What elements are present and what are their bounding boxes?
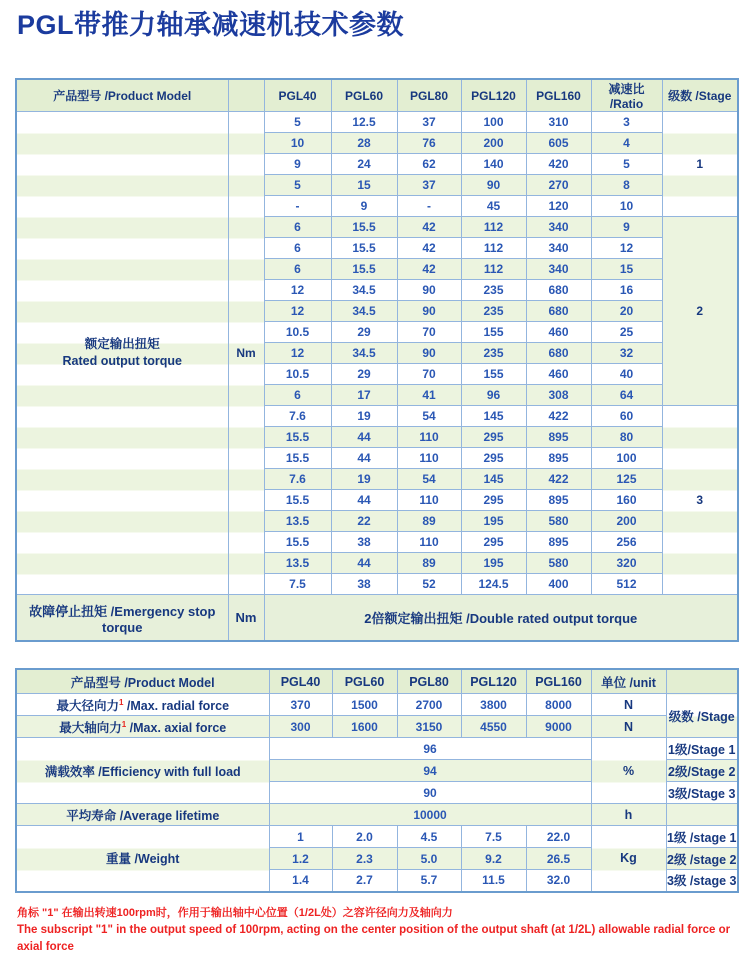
torque-value-cell: 12 [264, 343, 331, 364]
weight-value: 2.0 [332, 826, 397, 848]
axial-value: 4550 [461, 716, 526, 738]
weight-stage-3: 3级 /stage 3 [666, 870, 738, 892]
torque-value-cell: 22 [331, 511, 397, 532]
torque-value-cell: 29 [331, 322, 397, 343]
torque-value-cell: 34.5 [331, 301, 397, 322]
torque-value-cell: 140 [461, 154, 526, 175]
torque-value-cell: 19 [331, 469, 397, 490]
torque-value-cell: 12.5 [331, 112, 397, 133]
torque-value-cell: 120 [526, 196, 591, 217]
torque-value-cell: 422 [526, 406, 591, 427]
torque-value-cell: 7.6 [264, 406, 331, 427]
axial-value: 9000 [526, 716, 591, 738]
torque-value-cell: 112 [461, 259, 526, 280]
torque-value-cell: 112 [461, 238, 526, 259]
torque-value-cell: 124.5 [461, 574, 526, 595]
torque-value-cell: 7.5 [264, 574, 331, 595]
torque-value-cell: 13.5 [264, 511, 331, 532]
torque-value-cell: 155 [461, 322, 526, 343]
axial-force-label-cn: 最大轴向力 [59, 720, 122, 735]
torque-value-cell: 15 [331, 175, 397, 196]
torque-value-cell: 89 [397, 553, 461, 574]
torque-value-cell: 195 [461, 511, 526, 532]
ratio-value-cell: 16 [591, 280, 662, 301]
torque-value-cell: 460 [526, 364, 591, 385]
ratio-value-cell: 10 [591, 196, 662, 217]
torque-value-cell: 62 [397, 154, 461, 175]
torque-value-cell: 42 [397, 238, 461, 259]
stage-column-label: 级数 /Stage [666, 694, 738, 738]
efficiency-stage-2: 2级/Stage 2 [666, 760, 738, 782]
col-header-pgl40: PGL40 [264, 79, 331, 112]
torque-value-cell: 12 [264, 280, 331, 301]
ratio-value-cell: 20 [591, 301, 662, 322]
col2-header-pgl60: PGL60 [332, 669, 397, 694]
torque-value-cell: 28 [331, 133, 397, 154]
axial-value: 3150 [397, 716, 461, 738]
footnote-chinese: 角标 "1" 在输出转速100rpm时，作用于输出轴中心位置（1/2L处）之容许径向力及轴向力 [17, 906, 453, 919]
torque-value-cell: 44 [331, 427, 397, 448]
torque-value-cell: 29 [331, 364, 397, 385]
torque-value-cell: 41 [397, 385, 461, 406]
torque-value-cell: 6 [264, 259, 331, 280]
torque-value-cell: 460 [526, 322, 591, 343]
ratio-value-cell: 60 [591, 406, 662, 427]
ratio-header: 减速比 /Ratio [591, 79, 662, 112]
torque-value-cell: 42 [397, 259, 461, 280]
axial-unit: N [591, 716, 666, 738]
torque-table-body [16, 112, 738, 595]
torque-value-cell: - [264, 196, 331, 217]
torque-value-cell: 90 [461, 175, 526, 196]
stage-number-cell: 3 [662, 406, 738, 595]
torque-value-cell: 340 [526, 217, 591, 238]
torque-table-header-row [16, 79, 738, 112]
torque-data-row [16, 112, 738, 133]
ratio-value-cell: 64 [591, 385, 662, 406]
weight-stage-1: 1级 /stage 1 [666, 826, 738, 848]
torque-value-cell: 37 [397, 112, 461, 133]
torque-value-cell: 110 [397, 490, 461, 511]
ratio-value-cell: 25 [591, 322, 662, 343]
torque-value-cell: 680 [526, 343, 591, 364]
weight-label: 重量 /Weight [16, 826, 269, 892]
ratio-value-cell: 9 [591, 217, 662, 238]
col2-header-pgl120: PGL120 [461, 669, 526, 694]
torque-value-cell: 34.5 [331, 343, 397, 364]
weight-value: 2.7 [332, 870, 397, 892]
ratio-value-cell: 5 [591, 154, 662, 175]
torque-unit-cell: Nm [228, 112, 264, 595]
radial-force-label-cn: 最大径向力 [56, 698, 119, 713]
torque-value-cell: 235 [461, 280, 526, 301]
torque-value-cell: 96 [461, 385, 526, 406]
torque-value-cell: 42 [397, 217, 461, 238]
torque-value-cell: 195 [461, 553, 526, 574]
torque-value-cell: 145 [461, 469, 526, 490]
torque-value-cell: 12 [264, 301, 331, 322]
torque-value-cell: 7.6 [264, 469, 331, 490]
weight-value: 32.0 [526, 870, 591, 892]
torque-value-cell: 38 [331, 532, 397, 553]
ratio-value-cell: 100 [591, 448, 662, 469]
torque-value-cell: 110 [397, 448, 461, 469]
col-header-pgl60: PGL60 [331, 79, 397, 112]
ratio-value-cell: 40 [591, 364, 662, 385]
torque-value-cell: 15.5 [264, 427, 331, 448]
torque-value-cell: 605 [526, 133, 591, 154]
ratio-value-cell: 320 [591, 553, 662, 574]
weight-value: 11.5 [461, 870, 526, 892]
weight-value: 5.0 [397, 848, 461, 870]
product-model-header-2: 产品型号 /Product Model [16, 669, 269, 694]
emergency-stop-value: 2倍额定输出扭矩 /Double rated output torque [264, 595, 738, 642]
torque-value-cell: 70 [397, 364, 461, 385]
torque-value-cell: 895 [526, 532, 591, 553]
torque-value-cell: 110 [397, 532, 461, 553]
torque-value-cell: 52 [397, 574, 461, 595]
col-header-pgl80: PGL80 [397, 79, 461, 112]
weight-value: 1.2 [269, 848, 332, 870]
torque-value-cell: 15.5 [264, 532, 331, 553]
weight-row-1 [16, 826, 738, 848]
emergency-stop-label: 故障停止扭矩 /Emergency stop torque [16, 595, 228, 642]
emergency-stop-unit: Nm [228, 595, 264, 642]
torque-value-cell: 24 [331, 154, 397, 175]
ratio-value-cell: 160 [591, 490, 662, 511]
torque-value-cell: 340 [526, 259, 591, 280]
efficiency-label: 满载效率 /Efficiency with full load [16, 738, 269, 804]
stage-column-header-empty [666, 669, 738, 694]
ratio-value-cell: 512 [591, 574, 662, 595]
axial-value: 300 [269, 716, 332, 738]
torque-value-cell: 10.5 [264, 364, 331, 385]
torque-value-cell: 155 [461, 364, 526, 385]
stage-number-cell: 2 [662, 217, 738, 406]
torque-value-cell: 680 [526, 301, 591, 322]
radial-force-row [16, 694, 738, 716]
efficiency-value: 96 [269, 738, 591, 760]
lifetime-unit: h [591, 804, 666, 826]
col2-header-pgl40: PGL40 [269, 669, 332, 694]
torque-spec-table [15, 78, 739, 642]
torque-value-cell: 10.5 [264, 322, 331, 343]
radial-value: 370 [269, 694, 332, 716]
efficiency-row-1 [16, 738, 738, 760]
efficiency-stage-3: 3级/Stage 3 [666, 782, 738, 804]
torque-value-cell: 15.5 [331, 259, 397, 280]
torque-value-cell: 9 [264, 154, 331, 175]
torque-value-cell: 340 [526, 238, 591, 259]
torque-value-cell: 90 [397, 343, 461, 364]
weight-value: 7.5 [461, 826, 526, 848]
torque-value-cell: 6 [264, 217, 331, 238]
weight-stage-2: 2级 /stage 2 [666, 848, 738, 870]
ratio-value-cell: 32 [591, 343, 662, 364]
torque-value-cell: 5 [264, 112, 331, 133]
radial-force-superscript: 1 [118, 697, 124, 707]
torque-value-cell: 580 [526, 553, 591, 574]
axial-value: 1600 [332, 716, 397, 738]
torque-value-cell: 895 [526, 448, 591, 469]
torque-value-cell: 76 [397, 133, 461, 154]
torque-value-cell: 90 [397, 280, 461, 301]
torque-value-cell: 420 [526, 154, 591, 175]
torque-value-cell: 308 [526, 385, 591, 406]
torque-value-cell: 54 [397, 406, 461, 427]
efficiency-value: 94 [269, 760, 591, 782]
torque-value-cell: 44 [331, 490, 397, 511]
page-title: PGL带推力轴承减速机技术参数 [17, 10, 405, 40]
torque-value-cell: 15.5 [331, 217, 397, 238]
weight-value: 26.5 [526, 848, 591, 870]
radial-value: 8000 [526, 694, 591, 716]
lifetime-label: 平均寿命 /Average lifetime [16, 804, 269, 826]
footnote-english: The subscript "1" in the output speed of 100rpm, acting on the center position of the output shaft (at 1/2L) allowable radial force or axial force [17, 923, 731, 953]
lifetime-value: 10000 [269, 804, 591, 826]
torque-value-cell: 200 [461, 133, 526, 154]
unit-header-empty [228, 79, 264, 112]
radial-value: 3800 [461, 694, 526, 716]
axial-force-superscript: 1 [121, 719, 127, 729]
ratio-value-cell: 4 [591, 133, 662, 154]
col-header-pgl160: PGL160 [526, 79, 591, 112]
general-spec-table [15, 668, 739, 893]
radial-force-label-en: /Max. radial force [123, 698, 230, 713]
radial-unit: N [591, 694, 666, 716]
ratio-value-cell: 125 [591, 469, 662, 490]
stage-header: 级数 /Stage [662, 79, 738, 112]
torque-value-cell: 44 [331, 448, 397, 469]
torque-value-cell: 15.5 [331, 238, 397, 259]
rated-output-torque-label [16, 112, 228, 595]
ratio-value-cell: 8 [591, 175, 662, 196]
torque-value-cell: 112 [461, 217, 526, 238]
weight-value: 22.0 [526, 826, 591, 848]
weight-value: 5.7 [397, 870, 461, 892]
torque-value-cell: 5 [264, 175, 331, 196]
ratio-value-cell: 3 [591, 112, 662, 133]
torque-value-cell: 145 [461, 406, 526, 427]
axial-force-label-en: /Max. axial force [126, 720, 227, 735]
torque-value-cell: 44 [331, 553, 397, 574]
torque-value-cell: 10 [264, 133, 331, 154]
weight-value: 4.5 [397, 826, 461, 848]
torque-value-cell: 17 [331, 385, 397, 406]
rated-output-torque-label-cn: 额定输出扭矩 [84, 337, 160, 351]
axial-force-row [16, 716, 738, 738]
torque-value-cell: 90 [397, 301, 461, 322]
rated-output-torque-label-en: Rated output torque [62, 354, 182, 368]
torque-value-cell: 295 [461, 532, 526, 553]
torque-value-cell: 34.5 [331, 280, 397, 301]
torque-value-cell: 235 [461, 301, 526, 322]
ratio-value-cell: 15 [591, 259, 662, 280]
lifetime-stage-empty [666, 804, 738, 826]
weight-value: 1.4 [269, 870, 332, 892]
product-model-header: 产品型号 /Product Model [16, 79, 228, 112]
torque-value-cell: 13.5 [264, 553, 331, 574]
torque-value-cell: 15.5 [264, 490, 331, 511]
efficiency-stage-1: 1级/Stage 1 [666, 738, 738, 760]
weight-value: 2.3 [332, 848, 397, 870]
radial-value: 1500 [332, 694, 397, 716]
torque-value-cell: 110 [397, 427, 461, 448]
axial-force-label [16, 716, 269, 738]
radial-value: 2700 [397, 694, 461, 716]
torque-value-cell: 270 [526, 175, 591, 196]
torque-value-cell: 9 [331, 196, 397, 217]
torque-value-cell: 6 [264, 385, 331, 406]
ratio-value-cell: 12 [591, 238, 662, 259]
torque-value-cell: 895 [526, 427, 591, 448]
efficiency-unit: % [591, 738, 666, 804]
ratio-value-cell: 80 [591, 427, 662, 448]
col2-header-pgl80: PGL80 [397, 669, 461, 694]
torque-value-cell: 37 [397, 175, 461, 196]
ratio-value-cell: 256 [591, 532, 662, 553]
torque-value-cell: 6 [264, 238, 331, 259]
unit-column-header: 单位 /unit [591, 669, 666, 694]
efficiency-value: 90 [269, 782, 591, 804]
weight-value: 9.2 [461, 848, 526, 870]
torque-value-cell: 15.5 [264, 448, 331, 469]
torque-value-cell: 422 [526, 469, 591, 490]
torque-value-cell: 295 [461, 427, 526, 448]
torque-value-cell: 70 [397, 322, 461, 343]
emergency-stop-row [16, 595, 738, 642]
torque-value-cell: - [397, 196, 461, 217]
torque-value-cell: 580 [526, 511, 591, 532]
weight-value: 1 [269, 826, 332, 848]
ratio-value-cell: 200 [591, 511, 662, 532]
footnotes [17, 905, 750, 956]
torque-value-cell: 235 [461, 343, 526, 364]
stage-number-cell: 1 [662, 112, 738, 217]
torque-value-cell: 89 [397, 511, 461, 532]
weight-unit: Kg [591, 826, 666, 892]
torque-value-cell: 680 [526, 280, 591, 301]
torque-value-cell: 19 [331, 406, 397, 427]
torque-value-cell: 400 [526, 574, 591, 595]
col2-header-pgl160: PGL160 [526, 669, 591, 694]
torque-value-cell: 295 [461, 448, 526, 469]
torque-value-cell: 295 [461, 490, 526, 511]
radial-force-label [16, 694, 269, 716]
torque-value-cell: 45 [461, 196, 526, 217]
torque-value-cell: 895 [526, 490, 591, 511]
torque-value-cell: 38 [331, 574, 397, 595]
torque-value-cell: 310 [526, 112, 591, 133]
torque-value-cell: 54 [397, 469, 461, 490]
col-header-pgl120: PGL120 [461, 79, 526, 112]
lifetime-row [16, 804, 738, 826]
torque-value-cell: 100 [461, 112, 526, 133]
general-table-header-row [16, 669, 738, 694]
